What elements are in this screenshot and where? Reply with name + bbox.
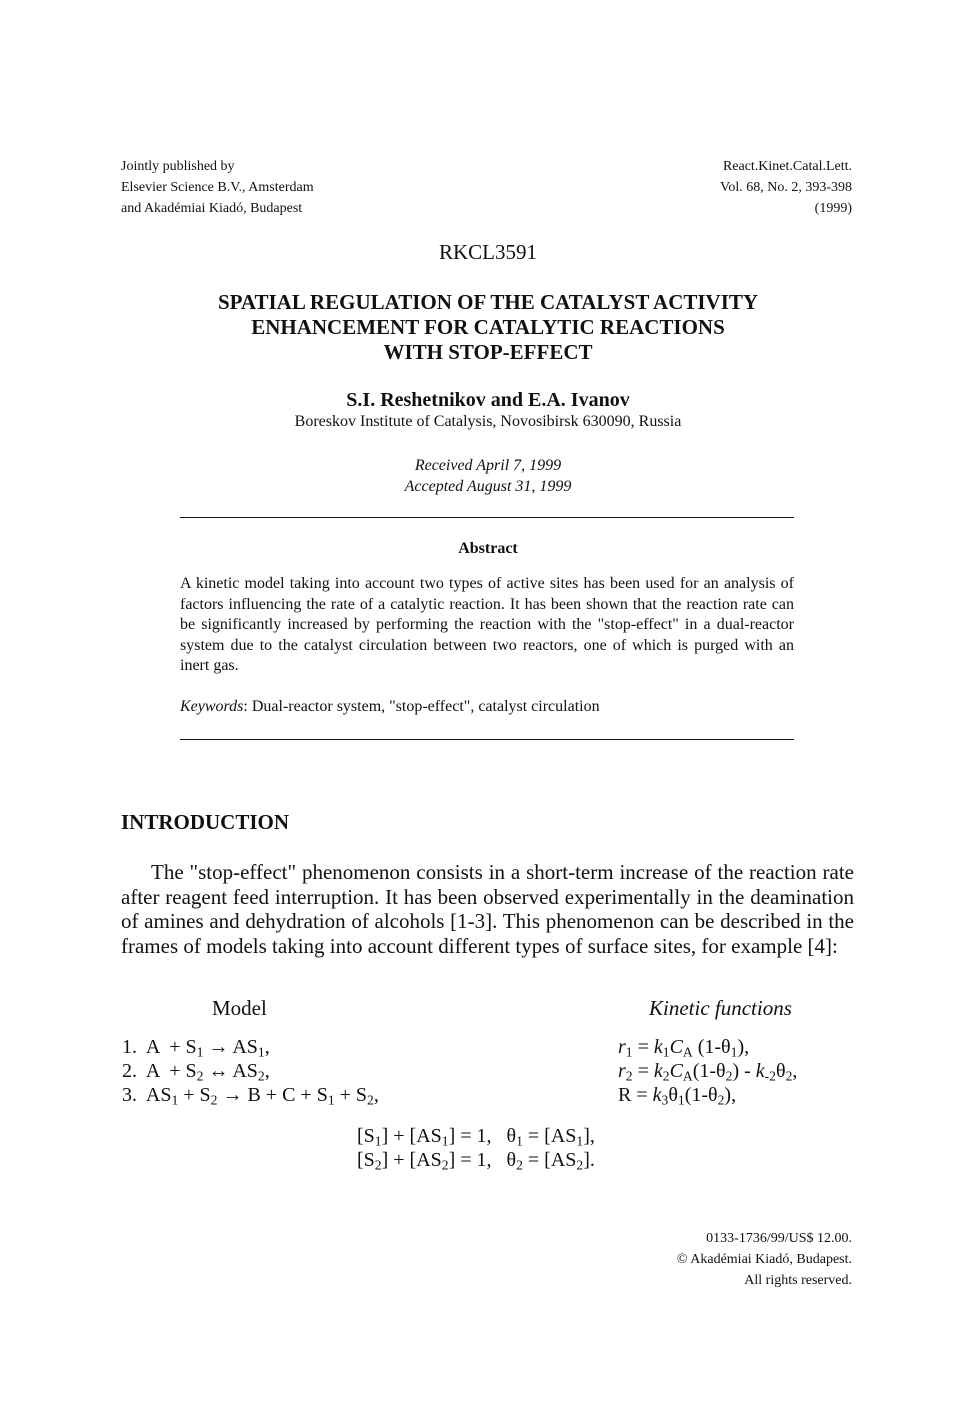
rights: All rights reserved. — [744, 1273, 852, 1288]
copyright: © Akadémiai Kiadó, Budapest. — [676, 1252, 852, 1267]
rate-equation: $r_2 = k_2C_A(1-\theta_2) - k_{-2}\theta_2$, — [618, 1060, 798, 1084]
copyright-footer — [677, 1228, 852, 1291]
reaction-step: 3. $AS_1 + S_2 \to B + C + S_1 + S_2$, — [122, 1084, 379, 1108]
keywords-list: : Dual-reactor system, "stop-effect", catalyst circulation — [243, 698, 600, 715]
keywords-label: Keywords — [180, 698, 244, 715]
title-line: WITH STOP-EFFECT — [383, 340, 593, 364]
section-heading: INTRODUCTION — [121, 810, 290, 834]
issn-price: 0133-1736/99/US$ 12.00. — [706, 1231, 852, 1246]
balance-equation: $[S_2] + [AS_2] = 1$, $\theta_2 = [AS_2]$. — [357, 1149, 595, 1173]
journal-volume: Vol. 68, No. 2, 393-398 — [720, 180, 852, 195]
balance-equation: $[S_1] + [AS_1] = 1$, $\theta_1 = [AS_1]$, — [357, 1125, 595, 1149]
abstract-heading: Abstract — [458, 540, 518, 557]
bottom-divider — [180, 739, 794, 740]
article-code: RKCL3591 — [438, 240, 537, 264]
accepted-date: Accepted August 31, 1999 — [404, 478, 572, 495]
reaction-step: 1. $A + S_1 \to AS_1$, — [122, 1036, 270, 1060]
keywords — [180, 698, 794, 716]
journal-name: React.Kinet.Catal.Lett. — [722, 159, 852, 174]
top-divider — [180, 517, 794, 518]
affiliation: Boreskov Institute of Catalysis, Novosibirsk 630090, Russia — [294, 413, 682, 430]
publisher-line: and Akadémiai Kiadó, Budapest — [121, 201, 303, 216]
rate-equation: $r_1 = k_1C_A$ $(1-\theta_1)$, — [618, 1036, 750, 1060]
reaction-scheme — [122, 1035, 379, 1107]
publisher-info — [121, 156, 314, 219]
paper-title — [0, 290, 976, 365]
reaction-step: 2. $A + S_2$ ↔ $AS_2$, — [122, 1060, 270, 1084]
model-column-heading: Model — [212, 996, 267, 1020]
kinetic-column-heading: Kinetic functions — [649, 996, 792, 1020]
site-balance-equations — [357, 1124, 595, 1172]
dates — [0, 455, 976, 497]
intro-paragraph: The "stop-effect" phenomenon consists in a short-term increase of the reaction rate after reagent feed interruption. It has been observed experimentally in the deamination of amines and dehydration of alcohols [1-3]. This phenomenon can be described in the frames of models taking into account different types of surface sites, for example [4]: — [121, 860, 854, 958]
publisher-line: Jointly published by — [121, 159, 235, 174]
title-line: ENHANCEMENT FOR CATALYTIC REACTIONS — [251, 315, 725, 339]
kinetic-functions — [618, 1035, 797, 1107]
journal-year: (1999) — [814, 201, 852, 216]
title-line: SPATIAL REGULATION OF THE CATALYST ACTIVITY — [217, 290, 759, 314]
authors: S.I. Reshetnikov and E.A. Ivanov — [346, 389, 630, 411]
publisher-line: Elsevier Science B.V., Amsterdam — [121, 180, 314, 195]
rate-equation: $R = k_3\theta_1(1-\theta_2)$, — [618, 1084, 737, 1108]
received-date: Received April 7, 1999 — [414, 457, 562, 474]
journal-citation — [720, 156, 852, 219]
abstract-text: A kinetic model taking into account two types of active sites has been used for an analysis of factors influencing the rate of a catalytic reaction. It has been shown that the reaction rate can be significantly increased by performing the reaction with the "stop-effect" in a dual-reactor system due to the catalyst circulation between two reactors, one of which is purged with an inert gas. — [180, 575, 794, 674]
